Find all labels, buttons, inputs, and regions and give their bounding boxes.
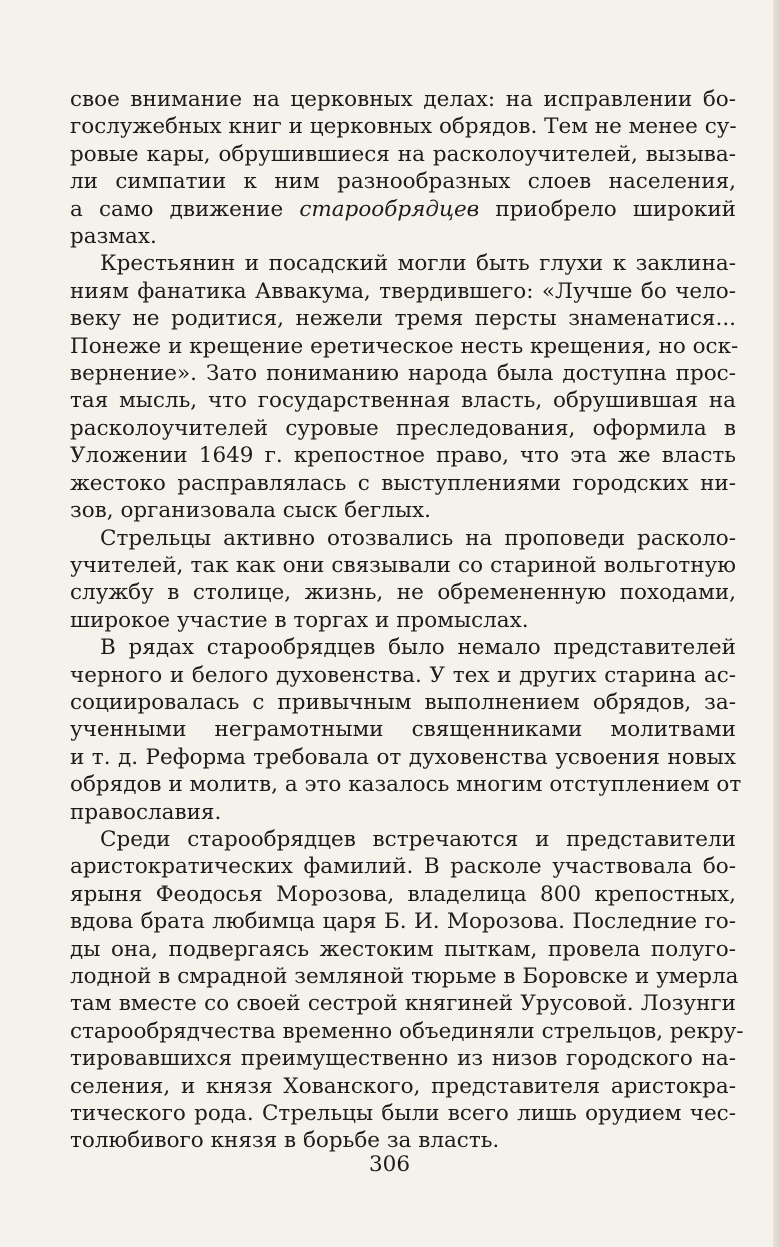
text-line: аристократических фамилий. В расколе участвовала бо- — [70, 854, 736, 880]
text-run: а само движение — [70, 196, 300, 222]
text-line: социировалась с привычным выполнением обрядов, за- — [70, 689, 736, 715]
text-line — [70, 196, 736, 223]
text-line: вернение». Зато пониманию народа была доступна прос- — [70, 361, 736, 387]
text-line: тая мысль, что государственная власть, обрушившая на — [70, 388, 736, 414]
text-line: селения, и князя Хованского, представителя аристокра- — [70, 1073, 736, 1099]
text-line: там вместе со своей сестрой княгиней Урусовой. Лозунги — [70, 991, 736, 1017]
text-line: тировавшихся преимущественно из низов городского на- — [70, 1046, 736, 1072]
paragraph — [70, 634, 742, 826]
text-line: тического рода. Стрельцы были всего лишь орудием чес- — [70, 1101, 736, 1127]
text-line: лодной в смрадной земляной тюрьме в Боровске и умерла — [70, 964, 739, 989]
italic-term: старообрядцев — [299, 196, 480, 222]
text-line: Стрельцы активно отозвались на проповеди расколо- — [100, 525, 736, 551]
text-line: старообрядчества временно объединяли стрельцов, рекру- — [70, 1018, 744, 1044]
text-line: ученными неграмотными священниками молитвами — [70, 717, 736, 743]
text-line: Уложении 1649 г. крепостное право, что эта же власть — [70, 443, 736, 469]
text-line: веку не родитися, нежели тремя персты знаменатися... — [70, 306, 736, 332]
text-line: черного и белого духовенства. У тех и других старина ас- — [70, 662, 736, 688]
text-line: ровые кары, обрушившиеся на расколоучителей, вызыва- — [70, 141, 736, 167]
text-line: жестоко расправлялась с выступлениями городских ни- — [70, 470, 736, 496]
text-line: ярыня Феодосья Морозова, владелица 800 крепостных, — [70, 881, 736, 907]
text-line: обрядов и молитв, а это казалось многим отступлением от — [70, 772, 742, 798]
text-line: вдова брата любимца царя Б. И. Морозова. Последние го- — [70, 909, 736, 935]
text-line: Крестьянин и посадский могли быть глухи к заклина- — [100, 251, 736, 277]
text-line: свое внимание на церковных делах: на исправлении бо- — [70, 87, 736, 112]
text-line: широкое участие в торгах и промыслах. — [70, 607, 529, 633]
text-line: ды она, подвергаясь жестоким пыткам, провела полуго- — [70, 936, 736, 962]
text-line: гослужебных книг и церковных обрядов. Тем не менее су- — [70, 114, 737, 140]
text-line: размах. — [70, 224, 157, 250]
text-line: ниям фанатика Аввакума, твердившего: «Лучше бо чело- — [70, 278, 736, 304]
text-line: расколоучителей суровые преследования, оформила в — [70, 415, 736, 441]
page-edge — [773, 0, 779, 1247]
paragraph — [70, 826, 744, 1155]
text-line: ли симпатии к ним разнообразных слоев населения, — [70, 169, 736, 195]
text-line: Среди старообрядцев встречаются и представители — [100, 826, 736, 852]
text-line: зов, организовала сыск беглых. — [70, 498, 431, 524]
paragraph — [70, 525, 736, 635]
body-text — [70, 86, 744, 1155]
text-line: учителей, так как они связывали со стариной вольготную — [70, 552, 736, 578]
paragraph — [70, 86, 736, 250]
page-number: 306 — [368, 1152, 411, 1177]
text-line: толюбивого князя в борьбе за власть. — [70, 1128, 500, 1154]
text-line: В рядах старообрядцев было немало представителей — [100, 635, 736, 661]
text-line: и т. д. Реформа требовала от духовенства усвоения новых — [70, 744, 736, 770]
text-line: Понеже и крещение еретическое несть крещения, но оск- — [70, 333, 739, 359]
text-run: приобрело широкий — [479, 196, 736, 222]
text-line: службу в столице, жизнь, не обремененную походами, — [70, 580, 736, 606]
text-line: православия. — [70, 799, 222, 825]
paragraph — [70, 250, 739, 524]
